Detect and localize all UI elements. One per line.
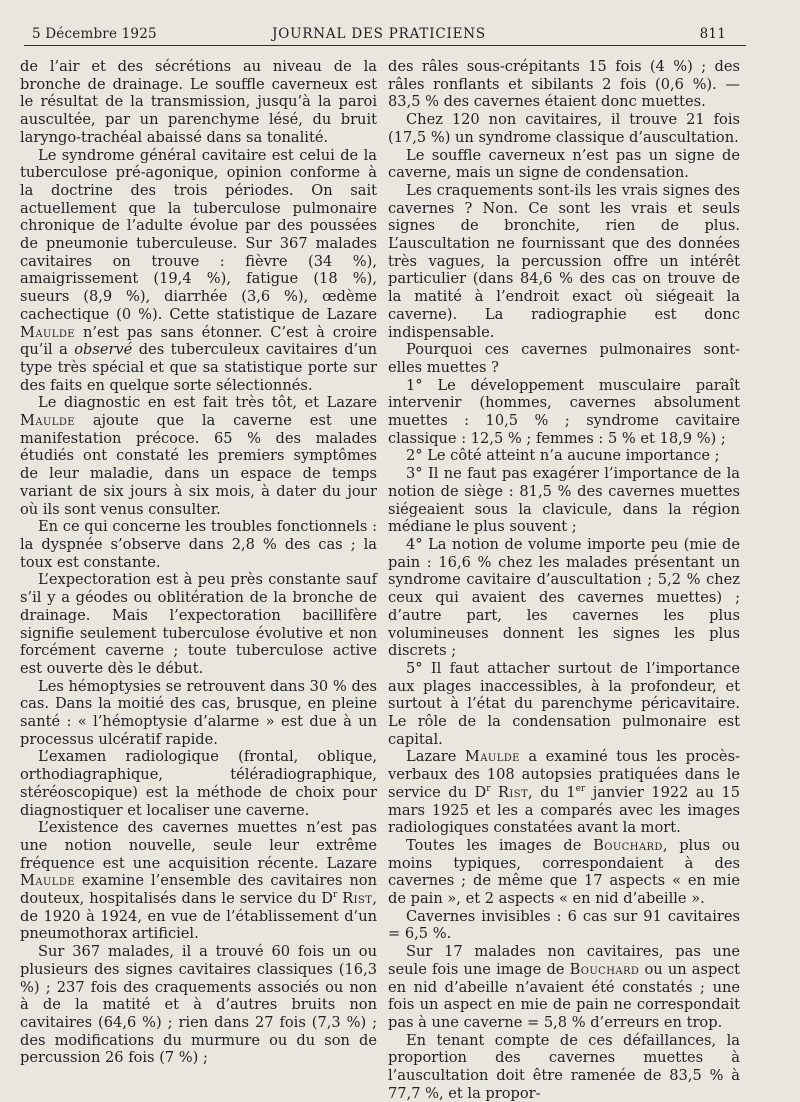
paragraph xyxy=(388,377,740,448)
paragraph xyxy=(20,678,377,749)
text-run: n’est pas sans étonner. C’est à croire qu’il a xyxy=(20,323,377,359)
superscript: er xyxy=(575,783,586,794)
superscript: r xyxy=(486,783,491,794)
author-name: Maulde xyxy=(20,412,75,430)
text-run: L’examen radiologique (frontal, oblique, orthodiagraphique, téléradiographique, stéréoscopique) est la méthode de choix pour diagnostiquer et localiser une caverne. xyxy=(20,748,377,819)
left-column xyxy=(20,58,377,1067)
text-run: des tuberculeux cavitaires d’un type très spécial et que sa statistique porte sur des faits en quelque sorte sélectionnés. xyxy=(20,341,377,394)
text-run: 2° Le côté atteint n’a aucune importance ; xyxy=(406,447,720,465)
text-run: a examiné tous les procès-verbaux des 108 autopsies pratiquées dans le service du D xyxy=(388,748,740,801)
text-run: 3° Il ne faut pas exagérer l’importance de la notion de siège : 81,5 % des cavernes muettes siégeaient sous la clavicule, dans la région médiane le plus souvent ; xyxy=(388,465,740,536)
text-run: L’existence des cavernes muettes n’est pas une notion nouvelle, seule leur extrême fréquence est une acquisition récente. Lazare xyxy=(20,819,377,872)
page-header xyxy=(32,26,726,46)
continued-paragraph xyxy=(20,58,377,147)
text-run xyxy=(491,784,498,801)
text-run: Toutes les images de xyxy=(406,836,594,854)
text-run: Cavernes invisibles : 6 cas sur 91 cavitaires = 6,5 %. xyxy=(388,907,740,943)
text-run: 1° Le développement musculaire paraît intervenir (hommes, cavernes absolument muettes : 10,5 % ; syndrome cavitaire classique : 12,5 % ; femmes : 5 % et 18,9 %) ; xyxy=(388,376,740,447)
text-run: L’expectoration est à peu près constante sauf s’il y a géodes ou oblitération de la bronche de drainage. Mais l’expectoration bacillifère signifie seulement tuberculose évolutive et non forcément caverne ; toute tuberculose active est ouverte dès le début. xyxy=(20,571,377,677)
text-run: , du 1 xyxy=(528,783,576,801)
paragraph xyxy=(388,536,740,660)
text-run: Sur 367 malades, il a trouvé 60 fois un ou plusieurs des signes cavitaires classiques (16,3 %) ; 237 fois des craquements associés ou non à de la matité et à d’autres bruits non cavitaires (64,6 %) ; rien dans 27 fois (7,3 %) ; des modifications du murmure ou du son de percussion 26 fois (7 %) ; xyxy=(20,943,377,1067)
text-run: examine l’ensemble des cavitaires non douteux, hospitalisés dans le service du D xyxy=(20,872,377,908)
paragraph xyxy=(388,660,740,749)
paragraph xyxy=(20,518,377,571)
paragraph xyxy=(388,1032,740,1102)
text-run: 4° La notion de volume importe peu (mie de pain : 16,6 % chez les malades présentant un syndrome cavitaire d’auscultation ; 5,2 % chez ceux qui avaient des cavernes muettes) ; d’autre part, les cavernes les plus volumineuses donnent les signes les plus discrets ; xyxy=(388,535,740,660)
paragraph xyxy=(388,837,740,908)
text-run: , plus ou moins typiques, correspondaient à des cavernes ; de même que 17 aspects « en mie de pain », et 2 aspects « en nid d’abeille ». xyxy=(388,836,740,908)
paragraph xyxy=(388,943,740,1032)
text-run: Pourquoi ces cavernes pulmonaires sont-elles muettes ? xyxy=(388,341,740,376)
text-run: Le diagnostic en est fait très tôt, et Lazare xyxy=(38,394,377,412)
paragraph xyxy=(20,394,377,518)
author-name: Bouchard xyxy=(569,960,640,978)
paragraph xyxy=(388,908,740,943)
paragraph xyxy=(20,819,377,943)
superscript: r xyxy=(332,890,338,901)
author-name: Maulde xyxy=(464,748,520,766)
paragraph xyxy=(20,943,377,1067)
continued-paragraph xyxy=(388,58,740,111)
paragraph xyxy=(20,571,377,677)
emphasis: observé xyxy=(74,341,133,359)
text-run: Le souffle caverneux n’est pas un signe de caverne, mais un signe de condensation. xyxy=(388,146,740,182)
author-name: Maulde xyxy=(20,323,75,341)
text-run: En tenant compte de ces défaillances, la proportion des cavernes muettes à l’auscultation doit être ramenée de 83,5 % à 77,7 %, et la propor- xyxy=(388,1031,740,1102)
paragraph xyxy=(388,111,740,146)
right-column xyxy=(388,58,741,1102)
paragraph xyxy=(20,748,377,819)
text-run: Les hémoptysies se retrouvent dans 30 % des cas. Dans la moitié des cas, brusque, en pleine santé : « l’hémoptysie d’alarme » est due à un processus ulcératif rapide. xyxy=(20,677,377,748)
paragraph xyxy=(388,465,740,536)
page-number: 811 xyxy=(699,26,726,42)
text-run: de l’air et des sécrétions au niveau de la bronche de drainage. Le souffle caverneux est le résultat de la transmission, jusqu’à la paroi auscultée, par un parenchyme lésé, du bruit laryngo-trachéal abaissé dans sa tonalité. xyxy=(20,58,377,146)
text-run: des râles sous-crépitants 15 fois (4 %) ; des râles ronflants et sibilants 2 fois (0,6 %). — 83,5 % des cavernes étaient donc muettes. xyxy=(388,58,740,111)
paragraph xyxy=(388,748,740,837)
paragraph xyxy=(388,341,740,376)
text-run: Chez 120 non cavitaires, il trouve 21 fois (17,5 %) un syndrome classique d’auscultation. xyxy=(388,111,740,146)
paragraph xyxy=(20,147,377,395)
text-run: 5° Il faut attacher surtout de l’importance aux plages inaccessibles, à la profondeur, et surtout à l’état du parenchyme péricavitaire. Le rôle de la condensation pulmonaire est capital. xyxy=(388,659,740,748)
text-run: ou un aspect en nid d’abeille n’avaient été constatés ; une fois un aspect en mie de pain ne correspondait pas à une caverne = 5,8 % d’erreurs en trop. xyxy=(388,960,741,1031)
text-run: Sur 17 malades non cavitaires, pas une seule fois une image de xyxy=(388,943,740,978)
text-run: ajoute que la caverne est une manifestation précoce. 65 % des malades étudiés ont constaté les premiers symptômes de leur maladie, dans un espace de temps variant de six jours à six mois, à dater du jour où ils sont venus consulter. xyxy=(20,412,377,518)
text-run: En ce qui concerne les troubles fonctionnels : la dyspnée s’observe dans 2,8 % des cas ; la toux est constante. xyxy=(20,518,377,571)
author-name: Rist xyxy=(342,890,373,908)
text-run: Les craquements sont-ils les vrais signes des cavernes ? Non. Ce sont les vrais et seuls signes de bronchite, rien de plus. L’auscultation ne fournissant que des données très vagues, la percussion offre un intérêt particulier (dans 84,6 % des cas on trouve de la matité à l’endroit exact où siégeait la caverne). La radiographie est donc indispensable. xyxy=(388,181,740,341)
author-name: Maulde xyxy=(20,872,75,890)
paragraph xyxy=(388,447,740,465)
header-rule xyxy=(24,45,746,46)
text-run: , de 1920 à 1924, en vue de l’établissement d’un pneumothorax artificiel. xyxy=(20,890,377,943)
author-name: Rist xyxy=(497,783,529,801)
paragraph xyxy=(388,147,740,182)
author-name: Bouchard xyxy=(593,836,663,854)
header-date: 5 Décembre 1925 xyxy=(32,26,157,42)
paragraph xyxy=(388,182,740,341)
text-run: janvier 1922 au 15 mars 1925 et les a comparés avec les images radiologiques constatées avant la mort. xyxy=(388,783,741,837)
text-run: Lazare xyxy=(406,748,465,766)
text-run: Le syndrome général cavitaire est celui de la tuberculose pré-agonique, opinion conforme à la doctrine des trois périodes. On sait actuellement que la tuberculose pulmonaire chronique de l’adulte évolue par des poussées de pneumonie tuberculeuse. Sur 367 malades cavitaires on trouve : fièvre (34 %), amaigrissement (19,4 %), fatigue (18 %), sueurs (8,9 %), diarrhée (3,6 %), œdème cachectique (0 %). Cette statistique de Lazare xyxy=(20,146,377,323)
journal-title: JOURNAL DES PRATICIENS xyxy=(272,26,486,42)
